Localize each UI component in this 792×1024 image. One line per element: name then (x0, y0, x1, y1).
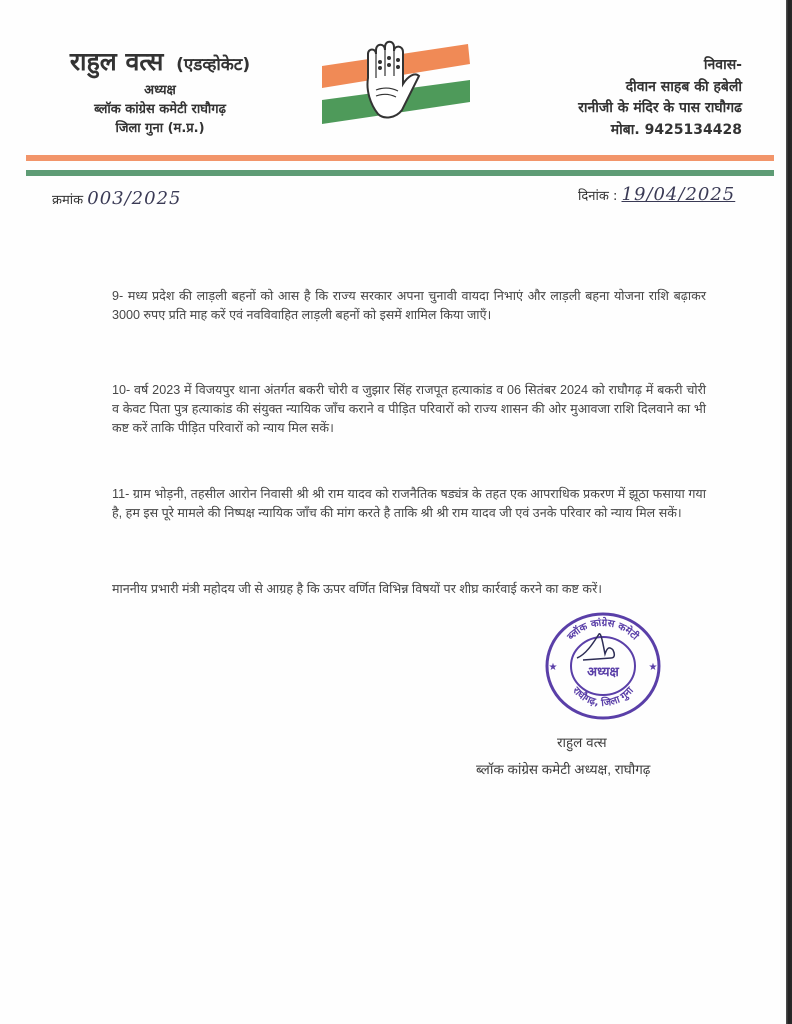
paragraph-11: 11- ग्राम भोड़नी, तहसील आरोन निवासी श्री श्री राम यादव को राजनैतिक षड्यंत्र के तहत एक आपराधिक प्रकरण में झूठा फसाया गया है, हम इस पूरे मामले की निष्पक्ष न्यायिक जाँच की मांग करते है ताकि श्री श्री राम यादव जी एवं उनके परिवार को न्याय मिल सकें। (112, 487, 706, 520)
mobile-number: मोबा. 9425134428 (610, 121, 742, 138)
date-value: 19/04/2025 (621, 184, 736, 205)
letterhead-designation-suffix: (एडव्होकेट) (176, 55, 251, 75)
address-line-1: दीवान साहब की हबेली (625, 78, 742, 95)
official-stamp (543, 610, 663, 720)
address-line-2: रानीजी के मंदिर के पास राघौगढ (578, 100, 742, 116)
letterhead-right (578, 55, 742, 141)
star-icon: ★ (648, 662, 658, 673)
reference-number (52, 188, 181, 209)
letterhead-name: राहुल वत्स (69, 47, 164, 76)
reference-label: क्रमांक (52, 193, 84, 208)
signatory-title: ब्लॉक कांग्रेस कमेटी अध्यक्ष, राघौगढ़ (476, 762, 651, 777)
letterhead-left (30, 46, 290, 138)
saffron-divider (26, 155, 774, 161)
letterhead-organization: ब्लॉक कांग्रेस कमेटी राघौगढ़ (94, 102, 226, 117)
stamp-center-text: अध्यक्ष (587, 665, 619, 680)
congress-hand-icon (318, 38, 478, 128)
scan-edge-border (786, 0, 792, 1024)
residence-label: निवास- (703, 57, 742, 73)
stamp-top-text: ब्लॉक कांग्रेस कमेटी (565, 617, 641, 643)
green-divider (26, 170, 774, 176)
letterhead-district: जिला गुना (म.प्र.) (115, 121, 205, 136)
letter-date (578, 184, 735, 205)
stamp-bottom-text: राघौगढ़, जिला गुना (570, 685, 636, 710)
star-icon: ★ (548, 662, 558, 673)
date-label: दिनांक : (578, 189, 618, 204)
paragraph-9: 9- मध्य प्रदेश की लाड़ली बहनों को आस है कि राज्य सरकार अपना चुनावी वायदा निभाएं और लाड़ली बहना योजना राशि बढ़ाकर 3000 रुपए प्रति माह करें एवं नवविवाहित लाड़ली बहनों को इसमें शामिल किया जाएँ। (112, 289, 706, 322)
letterhead-position: अध्यक्ष (144, 83, 176, 98)
signatory-name: राहुल वत्स (557, 735, 607, 750)
letterhead-name-line (30, 46, 290, 81)
paragraph-10: 10- वर्ष 2023 में विजयपुर थाना अंतर्गत बकरी चोरी व जुझार सिंह राजपूत हत्याकांड व 06 सितंबर 2024 को राघौगढ़ में बकरी चोरी व केवट पिता पुत्र हत्याकांड की संयुक्त न्यायिक जाँच कराने व पीड़ित परिवारों को राज्य शासन की ओर मुआवजा राशि दिलवाने का भी कष्ट करें ताकि पीड़ित परिवारों को न्याय मिल सकें। (112, 383, 706, 435)
closing-request: माननीय प्रभारी मंत्री महोदय जी से आग्रह है कि ऊपर वर्णित विभिन्न विषयों पर शीघ्र कार्रवाई करने का कष्ट करें। (112, 582, 603, 596)
reference-value: 003/2025 (87, 188, 182, 209)
